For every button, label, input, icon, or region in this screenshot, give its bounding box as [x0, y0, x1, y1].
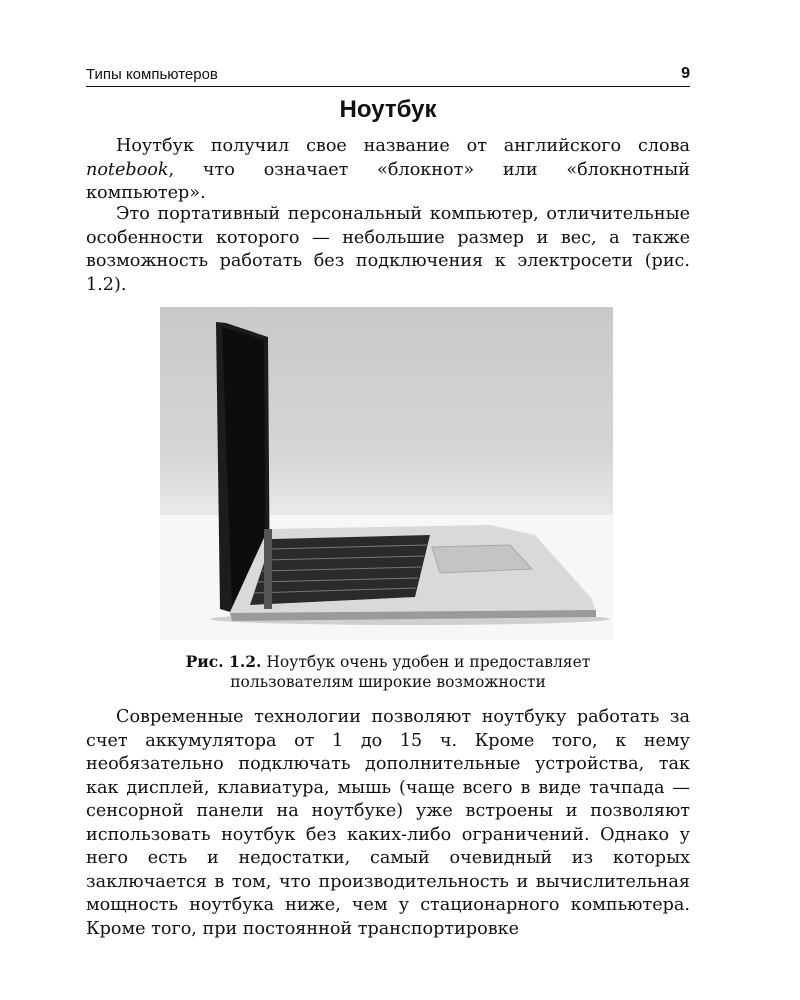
- paragraph-1-term: notebook: [86, 159, 169, 180]
- section-title: Типы компьютеров: [86, 66, 218, 83]
- hinge: [264, 529, 272, 609]
- paragraph-3: Современные технологии позволяют ноутбуку работать за счет аккумулятора от 1 до 15 ч. Кроме того, к нему необязательно подключать дополнительные устройства, так как дисплей, клавиатура, мышь (чаще всего в виде тачпада — сенсорной панели на ноутбуке) уже встроены и позволяют использовать ноутбук без каких-либо ограничений. Однако у него есть и недостатки, самый очевидный из которых заключается в том, что производительность и вычислительная мощность ноутбука ниже, чем у стационарного компьютера. Кроме того, при постоянной транспортировке: [86, 707, 690, 939]
- running-header: [86, 62, 690, 87]
- paragraph-1-start: Ноутбук получил свое название от английского слова: [116, 136, 690, 156]
- laptop-illustration: [160, 307, 613, 640]
- caption-line-1: Ноутбук очень удобен и предоставляет: [266, 653, 591, 671]
- paragraph-1: [86, 135, 690, 206]
- figure-label: Рис. 1.2.: [185, 652, 262, 671]
- figure-caption: [86, 652, 690, 692]
- paragraph-2: Это портативный персональный компьютер, отличительные особенности которого — небольшие размер и вес, а также возможность работать без подключения к электросети (рис. 1.2).: [86, 204, 690, 295]
- page-title: Ноутбук: [339, 96, 437, 123]
- caption-line-2: пользователям широкие возможности: [230, 673, 546, 691]
- laptop-photo: [160, 307, 613, 640]
- page-number: 9: [681, 65, 690, 82]
- paragraph-1-end: , что означает «блокнот» или «блокнотный компьютер».: [86, 159, 690, 203]
